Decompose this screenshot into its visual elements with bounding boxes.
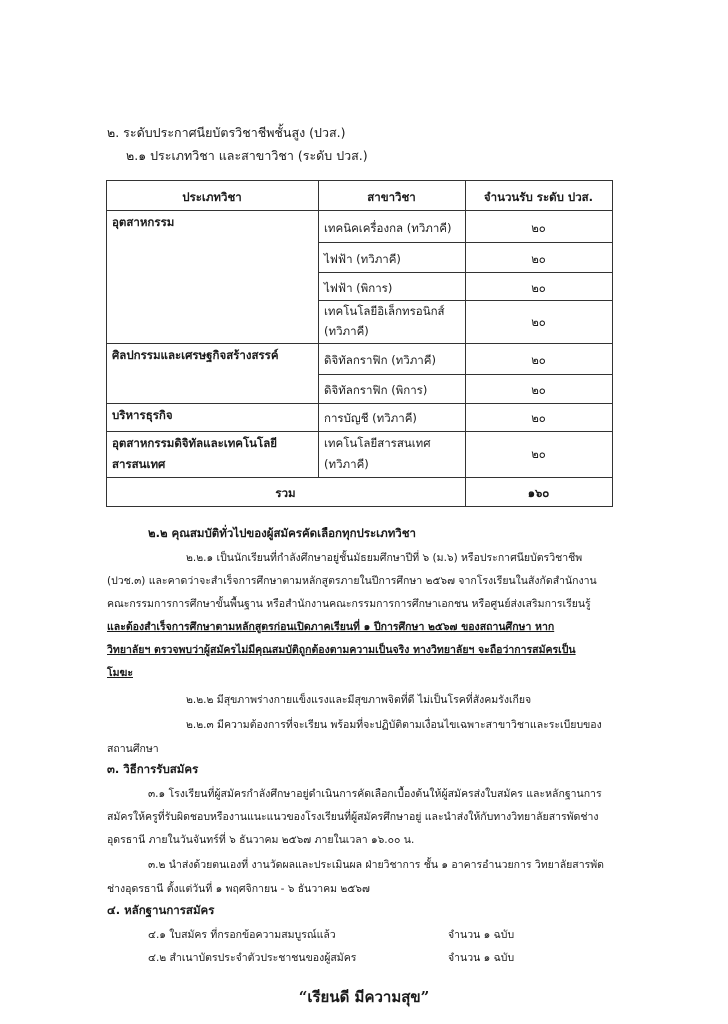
category-business: บริหารธุรกิจ <box>112 408 173 422</box>
category-digital-line1: อุตสาหกรรมดิจิทัลและเทคโนโลยี <box>112 436 278 450</box>
item-4-2: ๔.๒ สำเนาบัตรประจำตัวประชาชนของผู้สมัคร <box>148 952 357 964</box>
item-4-2-qty: จำนวน ๑ ฉบับ <box>448 952 515 964</box>
table-row-quota: ๒๐ <box>531 411 546 425</box>
section-2-1-heading: ๒.๑ ประเภทวิชา และสาขาวิชา (ระดับ ปวส.) <box>126 148 368 163</box>
table-row-major: ดิจิทัลกราฟิก (พิการ) <box>324 383 428 397</box>
total-label: รวม <box>275 486 296 500</box>
section-4-heading: ๔. หลักฐานการสมัคร <box>107 903 215 917</box>
para-221-line6: โมฆะ <box>107 667 133 679</box>
para-221-line2: (ปวช.๓) และคาดว่าจะสำเร็จการศึกษาตามหลักสูตรภายในปีการศึกษา ๒๕๖๗ จากโรงเรียนในสังกัดสำนักงาน <box>107 575 597 587</box>
table-row-major: เทคโนโลยีสารสนเทศ <box>324 436 431 450</box>
table-row-quota: ๒๐ <box>531 221 546 235</box>
table-row-quota: ๒๐ <box>531 353 546 367</box>
para-223-line2: สถานศึกษา <box>107 743 159 755</box>
header-quota: จำนวนรับ ระดับ ปวส. <box>483 190 594 204</box>
para-31-line3: อุดรธานี ภายในวันจันทร์ที่ ๖ ธันวาคม ๒๕๖๗ ภายในเวลา ๑๖.๐๐ น. <box>107 834 415 846</box>
para-221-line5: วิทยาลัยฯ ตรวจพบว่าผู้สมัครไม่มีคุณสมบัติถูกต้องตามความเป็นจริง ทางวิทยาลัยฯ จะถือว่าการสมัครเป็น <box>107 644 576 656</box>
table-row-quota: ๒๐ <box>531 447 546 461</box>
para-32-line2: ช่างอุดรธานี ตั้งแต่วันที่ ๑ พฤศจิกายน - ๖ ธันวาคม ๒๕๖๗ <box>107 883 370 895</box>
table-row-major: ไฟฟ้า (พิการ) <box>324 281 393 295</box>
item-4-1: ๔.๑ ใบสมัคร ที่กรอกข้อความสมบูรณ์แล้ว <box>148 929 336 941</box>
table-row-quota: ๒๐ <box>531 281 546 295</box>
para-221-line1: ๒.๒.๑ เป็นนักเรียนที่กำลังศึกษาอยู่ชั้นมัธยมศึกษาปีที่ ๖ (ม.๖) หรือประกาศนียบัตรวิชาชีพ <box>186 552 583 564</box>
table-row-quota: ๒๐ <box>531 315 546 329</box>
para-32-line1: ๓.๒ นำส่งด้วยตนเองที่ งานวัดผลและประเมินผล ฝ่ายวิชาการ ชั้น ๑ อาคารอำนวยการ วิทยาลัยสารพัด <box>148 859 604 871</box>
category-industry: อุตสาหกรรม <box>112 215 175 229</box>
para-31-line2: สมัครให้ครูที่รับผิดชอบหรืองานแนะแนวของโรงเรียนที่ผู้สมัครศึกษาอยู่ และนำส่งให้กับทางวิทยาลัยสารพัดช่าง <box>107 811 599 823</box>
para-222: ๒.๒.๒ มีสุขภาพร่างกายแข็งแรงและมีสุขภาพจิตที่ดี ไม่เป็นโรคที่สังคมรังเกียจ <box>186 694 532 706</box>
section-3-heading: ๓. วิธีการรับสมัคร <box>107 762 199 776</box>
para-221-line3: คณะกรรมการการศึกษาขั้นพื้นฐาน หรือสำนักงานคณะกรรมการการศึกษาเอกชน หรือศูนย์ส่งเสริมการเรียนรู้ <box>107 598 591 610</box>
school-motto: “เรียนดี มีความสุข” <box>298 988 430 1006</box>
total-value: ๑๖๐ <box>527 486 550 500</box>
section-2-2-heading: ๒.๒ คุณสมบัติทั่วไปของผู้สมัครคัดเลือกทุกประเภทวิชา <box>148 526 416 540</box>
para-31-line1: ๓.๑ โรงเรียนที่ผู้สมัครกำลังศึกษาอยู่ดำเนินการคัดเลือกเบื้องต้นให้ผู้สมัครส่งใบสมัคร และหลักฐานการ <box>148 788 602 800</box>
category-arts: ศิลปกรรมและเศรษฐกิจสร้างสรรค์ <box>112 348 279 362</box>
table-row-quota: ๒๐ <box>531 383 546 397</box>
para-221-line4: และต้องสำเร็จการศึกษาตามหลักสูตรก่อนเปิดภาคเรียนที่ ๑ ปีการศึกษา ๒๕๖๗ ของสถานศึกษา หาก <box>107 621 555 633</box>
section-2-heading: ๒. ระดับประกาศนียบัตรวิชาชีพชั้นสูง (ปวส.) <box>107 125 346 140</box>
header-category: ประเภทวิชา <box>182 190 242 204</box>
table-row-major: เทคนิคเครื่องกล (ทวิภาคี) <box>324 221 452 235</box>
table-row-major-cont: (ทวิภาคี) <box>324 324 369 338</box>
table-row-major: ดิจิทัลกราฟิก (ทวิภาคี) <box>324 353 436 367</box>
table-row-quota: ๒๐ <box>531 252 546 266</box>
table-row-major: ไฟฟ้า (ทวิภาคี) <box>324 252 401 266</box>
header-major: สาขาวิชา <box>367 190 416 204</box>
para-223-line1: ๒.๒.๓ มีความต้องการที่จะเรียน พร้อมที่จะปฏิบัติตามเงื่อนไขเฉพาะสาขาวิชาและระเบียบของ <box>186 719 602 731</box>
table-row-major-cont: (ทวิภาคี) <box>324 457 369 471</box>
category-digital-line2: สารสนเทศ <box>112 457 166 471</box>
item-4-1-qty: จำนวน ๑ ฉบับ <box>448 929 515 941</box>
table-row-major: เทคโนโลยีอิเล็กทรอนิกส์ <box>324 304 445 318</box>
table-row-major: การบัญชี (ทวิภาคี) <box>324 411 417 425</box>
